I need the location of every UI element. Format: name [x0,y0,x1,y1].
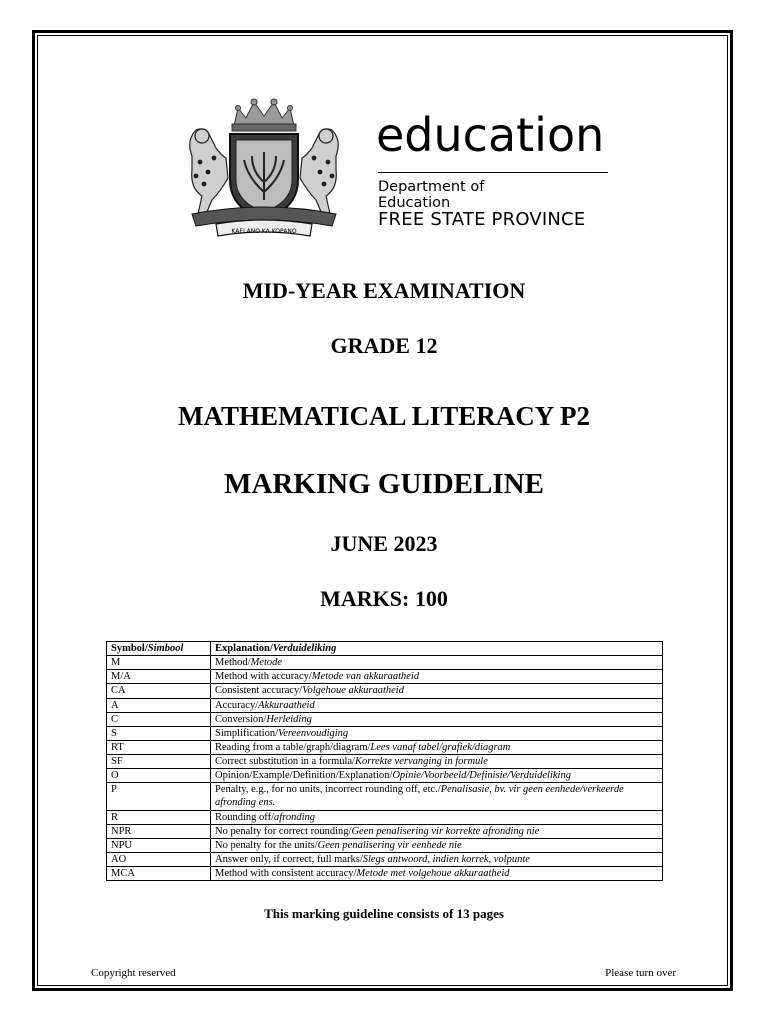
table-row: A Accuracy/Akkuraatheid [107,698,663,712]
table-row: AO Answer only, if correct, full marks/Slegs antwoord, indien korrek, volpunte [107,852,663,866]
explanation-header-cell: Explanation/Verduideliking [211,642,663,656]
exam-title: MID-YEAR EXAMINATION [242,278,526,303]
table-row: P Penalty, e.g., for no units, incorrect rounding off, etc./Penalisasie, bv. vir geen eenhede/verkeerde afronding ens. [107,783,663,810]
coat-of-arms-logo [172,96,356,242]
table-row: NPR No penalty for correct rounding/Geen penalisering vir korrekte afronding nie [107,824,663,838]
table-row: M Method/Metode [107,656,663,670]
table-row: CA Consistent accuracy/Volgehoue akkuraatheid [107,684,663,698]
logo-education-line: Education [378,195,451,211]
table-row: MCA Method with consistent accuracy/Metode met volgehoue akkuraatheid [107,867,663,881]
exam-date: JUNE 2023 [330,531,438,556]
education-wordmark: education [376,108,605,162]
page-count-note: This marking guideline consists of 13 pages [264,906,504,921]
subject-title: MATHEMATICAL LITERACY P2 [177,401,591,431]
total-marks: MARKS: 100 [320,586,448,611]
table-row: RT Reading from a table/graph/diagram/Lees vanaf tabel/grafiek/diagram [107,740,663,754]
logo-province-line: FREE STATE PROVINCE [378,209,586,230]
table-row: O Opinion/Example/Definition/Explanation/Opinie/Voorbeeld/Definisie/Verduideliking [107,769,663,783]
table-row: C Conversion/Herleiding [107,712,663,726]
table-row: R Rounding off/afronding [107,810,663,824]
marking-symbols-table [106,641,663,881]
table-row: M/A Method with accuracy/Metode van akkuraatheid [107,670,663,684]
footer-turn-over: Please turn over [605,967,676,979]
logo-department-line: Department of [378,179,485,195]
table-row: S Simplification/Vereenvoudiging [107,726,663,740]
symbol-header-cell: Symbol/Simbool [107,642,211,656]
crest-motto: KAELANO KA KOPANO [231,228,297,235]
document-type-title: MARKING GUIDELINE [224,468,544,500]
table-row: NPU No penalty for the units/Geen penalisering vir eenhede nie [107,838,663,852]
table-header-row [107,642,663,656]
table-row: SF Correct substitution in a formula/Korrekte vervanging in formule [107,755,663,769]
footer-copyright: Copyright reserved [91,967,176,979]
grade-title: GRADE 12 [330,333,438,358]
logo-divider [378,172,608,173]
